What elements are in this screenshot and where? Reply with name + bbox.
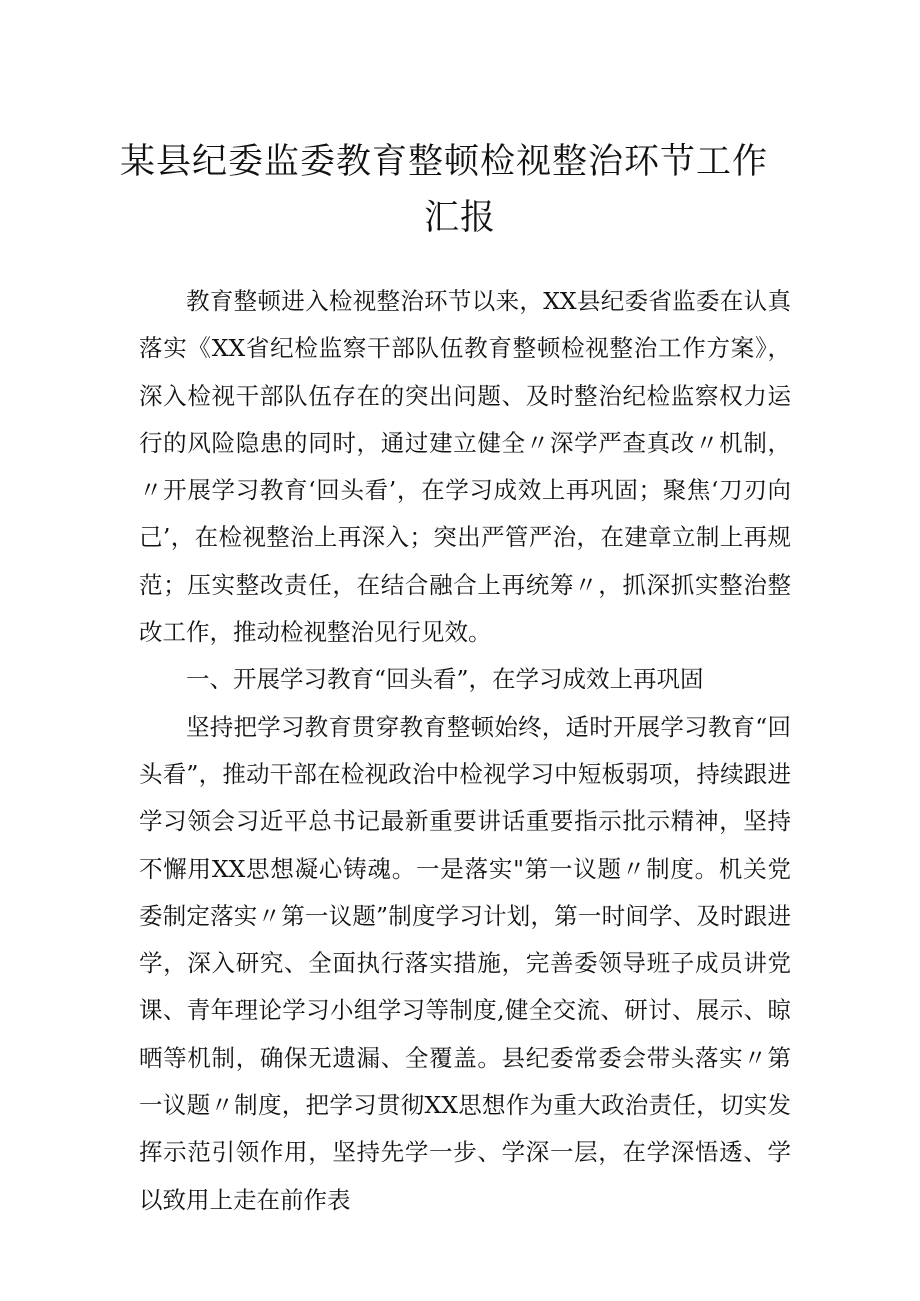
intro-paragraph: 教育整顿进入检视整治环节以来，XX县纪委省监委在认真落实《XX省纪检监察干部队伍教育整顿检视整治工作方案》，深入检视干部队伍存在的突出问题、及时整治纪检监察权力运行的风险隐患的同时，通过建立健全〃深学严查真改〃机制，〃开展学习教育‘回头看’，在学习成效上再巩固；聚焦‘刀刃向己’，在检视整治上再深入；突出严管严治，在建章立制上再规范；压实整改责任，在结合融合上再统筹〃，抓深抓实整治整改工作，推动检视整治见行见效。 [139, 287, 791, 647]
document-body [139, 278, 791, 1224]
document-title-line-2: 汇报 [423, 198, 496, 238]
section-heading-1: 一、开展学习教育“回头看”，在学习成效上再巩固 [186, 665, 704, 694]
section-1-paragraph: 坚持把学习教育贯穿教育整顿始终，适时开展学习教育“回头看”，推动干部在检视政治中检视学习中短板弱项，持续跟进学习领会习近平总书记最新重要讲话重要指示批示精神，坚持不懈用XX思想凝心铸魂。一是落实"第一议题〃制度。机关党委制定落实〃第一议题”制度学习计划，第一时间学、及时跟进学，深入研究、全面执行落实措施，完善委领导班子成员讲党课、青年理论学习小组学习等制度,健全交流、研讨、展示、晾晒等机制，确保无遗漏、全覆盖。县纪委常委会带头落实〃第一议题〃制度，把学习贯彻XX思想作为重大政治责任，切实发挥示范引领作用，坚持先学一步、学深一层，在学深悟透、学以致用上走在前作表 [139, 712, 791, 1214]
document-title-line-1: 某县纪委监委教育整顿检视整治环节工作 [119, 142, 768, 182]
